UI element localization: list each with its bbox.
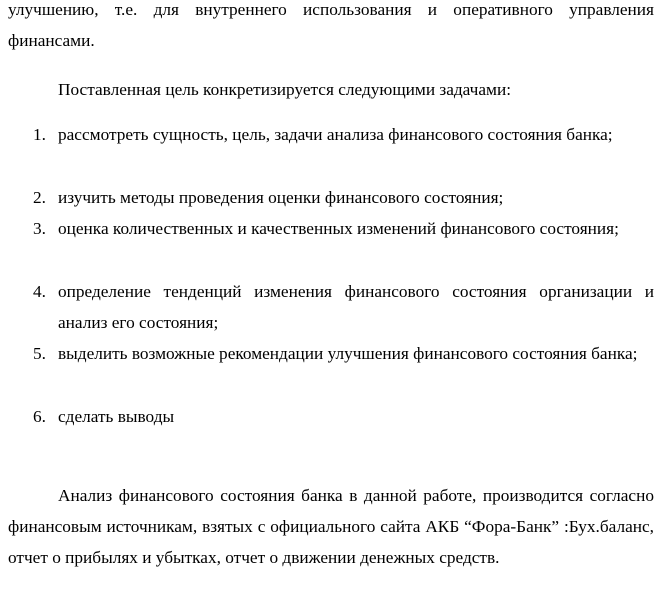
list-item xyxy=(0,119,666,181)
list-item-text: выделить возможные рекомендации улучшения финансового состояния банка; xyxy=(58,344,638,363)
list-item-number: 5. xyxy=(33,344,46,363)
paragraph-top: улучшению, т.е. для внутреннего использования и оперативного управления финансами. xyxy=(8,0,654,50)
list-item xyxy=(0,213,666,275)
list-item xyxy=(0,338,666,400)
list-item-number: 1. xyxy=(33,125,46,144)
list-item-number: 6. xyxy=(33,407,46,426)
list-item-text: изучить методы проведения оценки финансового состояния; xyxy=(58,188,504,207)
list-item-text: рассмотреть сущность, цель, задачи анализа финансового состояния банка; xyxy=(58,125,613,144)
list-item xyxy=(0,276,666,338)
list-item-text: определение тенденций изменения финансового состояния организации и анализ его состояния; xyxy=(58,282,654,332)
list-item-number: 4. xyxy=(33,282,46,301)
list-item-number: 3. xyxy=(33,219,46,238)
list-item xyxy=(0,182,666,213)
paragraph-bottom: Анализ финансового состояния банка в данной работе, производится согласно финансовым источникам, взятых с официального сайта АКБ “Фора-Банк” :Бух.баланс, отчет о прибылях и убытках, отчет о движении денежных средств. xyxy=(8,486,654,567)
list-item-number: 2. xyxy=(33,188,46,207)
list-item-text: сделать выводы xyxy=(58,407,175,426)
paragraph-goal: Поставленная цель конкретизируется следующими задачами: xyxy=(58,80,511,99)
list-item xyxy=(0,401,666,432)
tasks-list xyxy=(0,119,666,432)
list-item-text: оценка количественных и качественных изменений финансового состояния; xyxy=(58,219,619,238)
